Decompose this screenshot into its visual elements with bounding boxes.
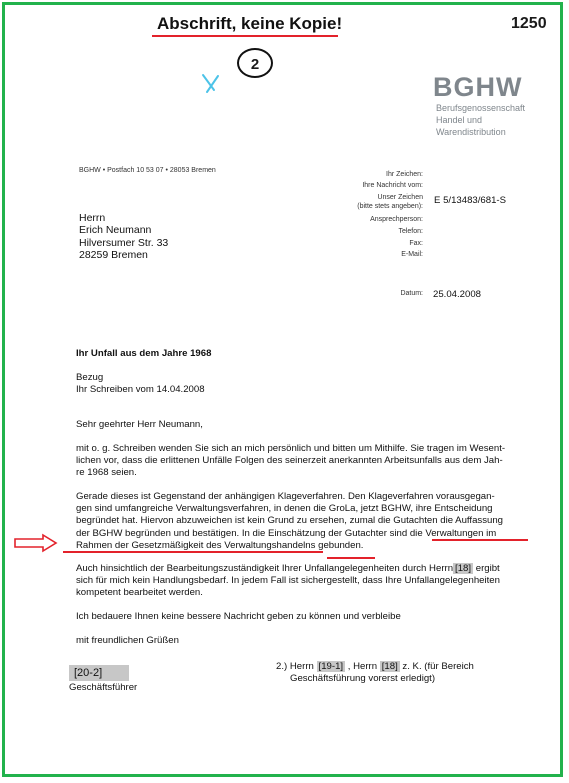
red-arrow-icon — [13, 533, 59, 553]
redacted-tag-18: [18] — [381, 661, 398, 672]
ref-datum-value: 25.04.2008 — [433, 289, 482, 300]
annotation-underline-3 — [327, 557, 375, 559]
ref-fax: Fax: — [409, 240, 423, 247]
title-underline — [152, 35, 338, 37]
p2-line-2: gen sind umfangreiche Verwaltungsverfahren, in denen die GroLa, jetzt BGHW, ihre Entscheidung — [76, 503, 493, 515]
paragraph-2 — [76, 491, 503, 552]
ref-telefon: Telefon: — [398, 228, 423, 235]
footer-note-line-2: Geschäftsführung vorerst erledigt) — [290, 673, 436, 685]
letter-subject: Ihr Unfall aus dem Jahre 1968 — [76, 348, 212, 359]
p2-line-4: der BGHW begründen und bestätigen. In die Einschätzung der Gutachter sind die Verwaltungen im — [76, 527, 497, 539]
recipient-line-3: Hilversumer Str. 33 — [79, 236, 169, 249]
bghw-logo: BGHW — [433, 72, 523, 102]
footer-note-line-1 — [276, 661, 474, 673]
redacted-tag-19-1: [19-1] — [318, 661, 344, 672]
header-title: Abschrift, keine Kopie! — [157, 14, 343, 33]
paragraph-4: Ich bedauere Ihnen keine bessere Nachricht geben zu können und verbleibe — [76, 611, 401, 622]
sender-line: BGHW • Postfach 10 53 07 • 28053 Bremen — [79, 167, 216, 174]
circled-number: 2 — [237, 48, 273, 78]
p2-line-3: begründet hat. Hiervon abzuweichen ist kein Grund zu ersehen, zumal die Gutachten die Auffassung — [76, 515, 504, 527]
bezug-label: Bezug — [76, 372, 104, 383]
ref-unser-zeichen: Unser Zeichen — [377, 194, 423, 201]
p1-line-2: lichen vor, dass die erlittenen Unfälle Folgen des seinerzeit anerkannten Arbeitsunfalls aus dem Jah- — [76, 455, 503, 467]
p3-line-2: sich für mich kein Handlungsbedarf. In jedem Fall ist sichergestellt, dass Ihre Unfallangelegenheiten — [76, 575, 500, 587]
salutation: Sehr geehrter Herr Neumann, — [76, 419, 203, 430]
bezug-detail: Ihr Schreiben vom 14.04.2008 — [76, 384, 205, 395]
footer-prefix: 2.) Herrn — [276, 661, 317, 672]
ref-unser-zeichen-value: E 5/13483/681-S — [434, 195, 507, 206]
footer-note — [276, 661, 474, 685]
p3-line-3: kompetent bearbeitet werden. — [76, 587, 203, 599]
recipient-line-2: Erich Neumann — [79, 224, 152, 237]
annotation-underline-1 — [432, 539, 528, 541]
footer-mid: , Herrn — [345, 661, 380, 672]
closing: mit freundlichen Grüßen — [76, 635, 179, 646]
logo-line-2: Handel und — [436, 115, 483, 125]
recipient-line-1: Herrn — [79, 212, 106, 224]
paragraph-1 — [76, 443, 505, 480]
paragraph-3 — [76, 563, 500, 600]
signature-tag-text: [20-2] — [74, 667, 103, 679]
signature-tag — [69, 665, 129, 681]
logo-line-1: Berufsgenossenschaft — [436, 103, 526, 113]
check-mark-icon — [200, 72, 226, 94]
p2-line-5: Rahmen der Gesetzmäßigkeit des Verwaltungshandelns gebunden. — [76, 539, 364, 551]
ref-datum-label: Datum: — [400, 290, 423, 297]
annotation-underline-2 — [63, 551, 323, 553]
signature-role: Geschäftsführer — [69, 682, 138, 693]
recipient-line-4: 28259 Bremen — [79, 248, 148, 261]
ref-bitte: (bitte stets angeben): — [357, 203, 423, 210]
ref-ihre-nachricht: Ihre Nachricht vom: — [362, 182, 423, 189]
ref-ihr-zeichen: Ihr Zeichen: — [386, 171, 423, 178]
logo-line-3: Warendistribution — [436, 127, 506, 137]
footer-suffix: z. K. (für Bereich — [399, 661, 474, 672]
p1-line-3: re 1968 seien. — [76, 467, 137, 479]
logo-subtitle — [436, 102, 566, 138]
p3-line-1 — [76, 563, 500, 575]
recipient-address — [79, 212, 168, 261]
p1-line-1: mit o. g. Schreiben wenden Sie sich an mich persönlich und bitten um Mithilfe. Sie tragen im Wesent- — [76, 443, 506, 454]
p3-line-1-text: Auch hinsichtlich der Bearbeitungszuständigkeit Ihrer Unfallangelegenheiten durch Herrn — [76, 563, 454, 574]
document-number: 1250 — [511, 15, 547, 32]
redacted-tag: [18] — [455, 563, 472, 574]
p2-line-1: Gerade dieses ist Gegenstand der anhängigen Klageverfahren. Den Klageverfahren vorausgegan- — [76, 491, 495, 502]
ref-ansprechperson: Ansprechperson: — [370, 216, 423, 223]
p3-line-1-end: ergibt — [473, 563, 500, 574]
ref-email: E-Mail: — [401, 251, 423, 258]
